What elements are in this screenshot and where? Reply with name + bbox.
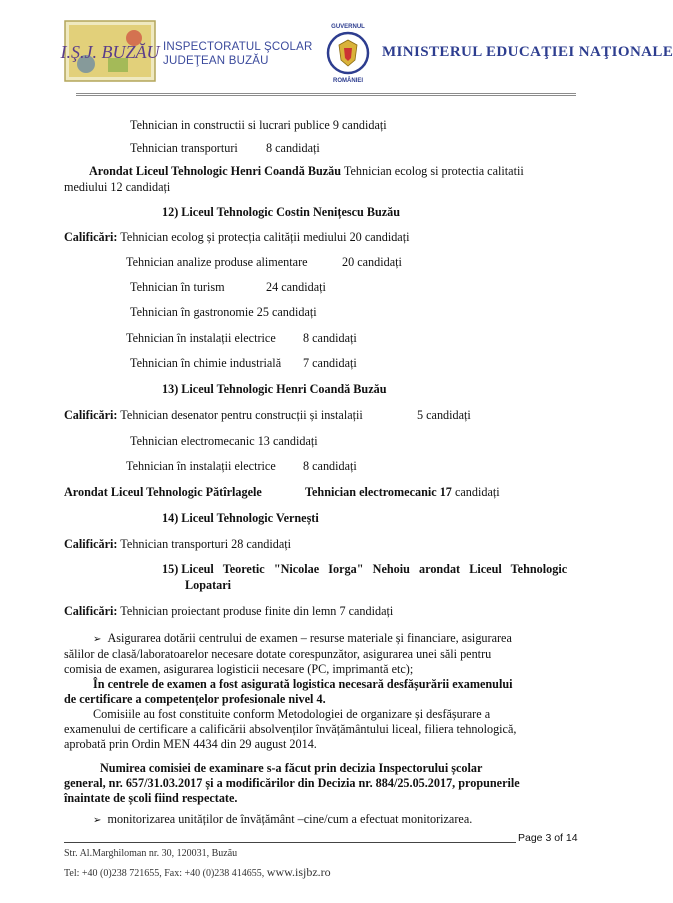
- website-link[interactable]: www.isjbz.ro: [266, 865, 331, 879]
- paragraph-line-bold: În centrele de examen a fost asigurată logistica necesară desfășurării examenului: [93, 677, 513, 691]
- paragraph-line: aprobată prin Ordin MEN 4434 din 29 august 2014.: [64, 737, 317, 751]
- qualifications-15: Calificări: Tehnician proiectant produse finite din lemn 7 candidați: [64, 604, 394, 618]
- government-crest: [322, 20, 374, 84]
- page-number: Page 3 of 14: [518, 832, 578, 844]
- list-item: Tehnician in constructii si lucrari publice 9 candidați: [130, 118, 387, 132]
- section-heading-15: 15) Liceul Teoretic "Nicolae Iorga" Nehoiu arondat Liceul Tehnologic: [162, 562, 568, 576]
- list-item-count: 24 candidați: [266, 280, 326, 294]
- isj-title: INSPECTORATUL ŞCOLAR JUDEŢEAN BUZĂU: [163, 41, 313, 67]
- paragraph-line-bold: general, nr. 657/31.03.2017 și a modificărilor din Decizia nr. 884/25.05.2017, propunerile: [64, 776, 520, 790]
- list-item: Tehnician în chimie industrială: [130, 356, 282, 370]
- paragraph-line: Comisiile au fost constituite conform Metodologiei de organizare și desfășurare a: [93, 707, 491, 721]
- header-divider: [76, 93, 576, 94]
- paragraph-line: examenului de certificare a calificării absolvenților învățământului liceal, filiera tehnologică,: [64, 722, 517, 736]
- list-item-count: 8 candidați: [303, 331, 357, 345]
- arondat-patirlagele: Arondat Liceul Tehnologic Pătîrlagele: [64, 485, 262, 499]
- svg-text:I.Ş.J. BUZĂU: I.Ş.J. BUZĂU: [60, 42, 160, 62]
- footer-contact: Tel: +40 (0)238 721655, Fax: +40 (0)238 414655, www.isjbz.ro: [64, 865, 331, 879]
- bullet-item: ➢ Asigurarea dotării centrului de examen – resurse materiale și financiare, asigurarea: [93, 631, 512, 645]
- bullet-item: ➢ monitorizarea unităților de învățământ –cine/cum a efectuat monitorizarea.: [93, 812, 473, 826]
- list-item-count: 5 candidați: [417, 408, 471, 422]
- section-heading-14: 14) Liceul Tehnologic Vernești: [162, 511, 319, 525]
- paragraph-line-bold: Numirea comisiei de examinare s-a făcut prin decizia Inspectorului școlar: [100, 761, 483, 775]
- list-item-count: 20 candidați: [342, 255, 402, 269]
- arondat-line: Arondat Liceul Tehnologic Henri Coandă Buzău Tehnician ecolog si protectia calitatii: [89, 164, 524, 178]
- paragraph-line-bold: înaintate de școli fiind respectate.: [64, 791, 238, 805]
- list-item-count: 8 candidați: [266, 141, 320, 155]
- list-item: Tehnician în instalații electrice: [126, 459, 276, 473]
- qualifications-12: Calificări: Tehnician ecolog și protecția calității mediului 20 candidați: [64, 230, 410, 244]
- list-item-count: 7 candidați: [303, 356, 357, 370]
- list-item: Tehnician în instalații electrice: [126, 331, 276, 345]
- isj-logo: [60, 20, 160, 82]
- arrow-bullet-icon: ➢: [93, 815, 102, 826]
- paragraph-line-bold: de certificare a competențelor profesionale nivel 4.: [64, 692, 326, 706]
- footer-divider: [64, 842, 516, 843]
- qualifications-14: Calificări: Tehnician transporturi 28 candidați: [64, 537, 292, 551]
- paragraph-line: comisia de examen, asigurarea logisticii necesare (PC, imprimantă etc);: [64, 662, 414, 676]
- svg-text:ROMÂNIEI: ROMÂNIEI: [333, 78, 363, 84]
- arrow-bullet-icon: ➢: [93, 634, 102, 645]
- paragraph-line: sălilor de clasă/laboratoarelor necesare dotate corespunzător, asigurarea unei săli pentru: [64, 647, 492, 661]
- section-heading-13: 13) Liceul Tehnologic Henri Coandă Buzău: [162, 382, 387, 396]
- header-divider-2: [76, 95, 576, 96]
- list-item-count: 8 candidați: [303, 459, 357, 473]
- list-item: Tehnician transporturi: [130, 141, 238, 155]
- list-item: Tehnician analize produse alimentare: [126, 255, 308, 269]
- list-item: Tehnician în turism: [130, 280, 225, 294]
- ministry-title: MINISTERUL EDUCAŢIEI NAŢIONALE: [382, 44, 673, 60]
- arondat-line-cont: mediului 12 candidați: [64, 180, 171, 194]
- list-item: Tehnician electromecanic 13 candidați: [130, 434, 318, 448]
- footer-address: Str. Al.Marghiloman nr. 30, 120031, Buzău: [64, 848, 238, 859]
- section-heading-15-cont: Lopatari: [185, 578, 232, 592]
- qualifications-13: Calificări: Tehnician desenator pentru construcții și instalații: [64, 408, 363, 422]
- arondat-patirlagele-count: Tehnician electromecanic 17 candidați: [305, 485, 500, 499]
- svg-text:GUVERNUL: GUVERNUL: [331, 24, 365, 30]
- list-item: Tehnician în gastronomie 25 candidați: [130, 305, 317, 319]
- section-heading-12: 12) Liceul Tehnologic Costin Nenițescu Buzău: [162, 205, 401, 219]
